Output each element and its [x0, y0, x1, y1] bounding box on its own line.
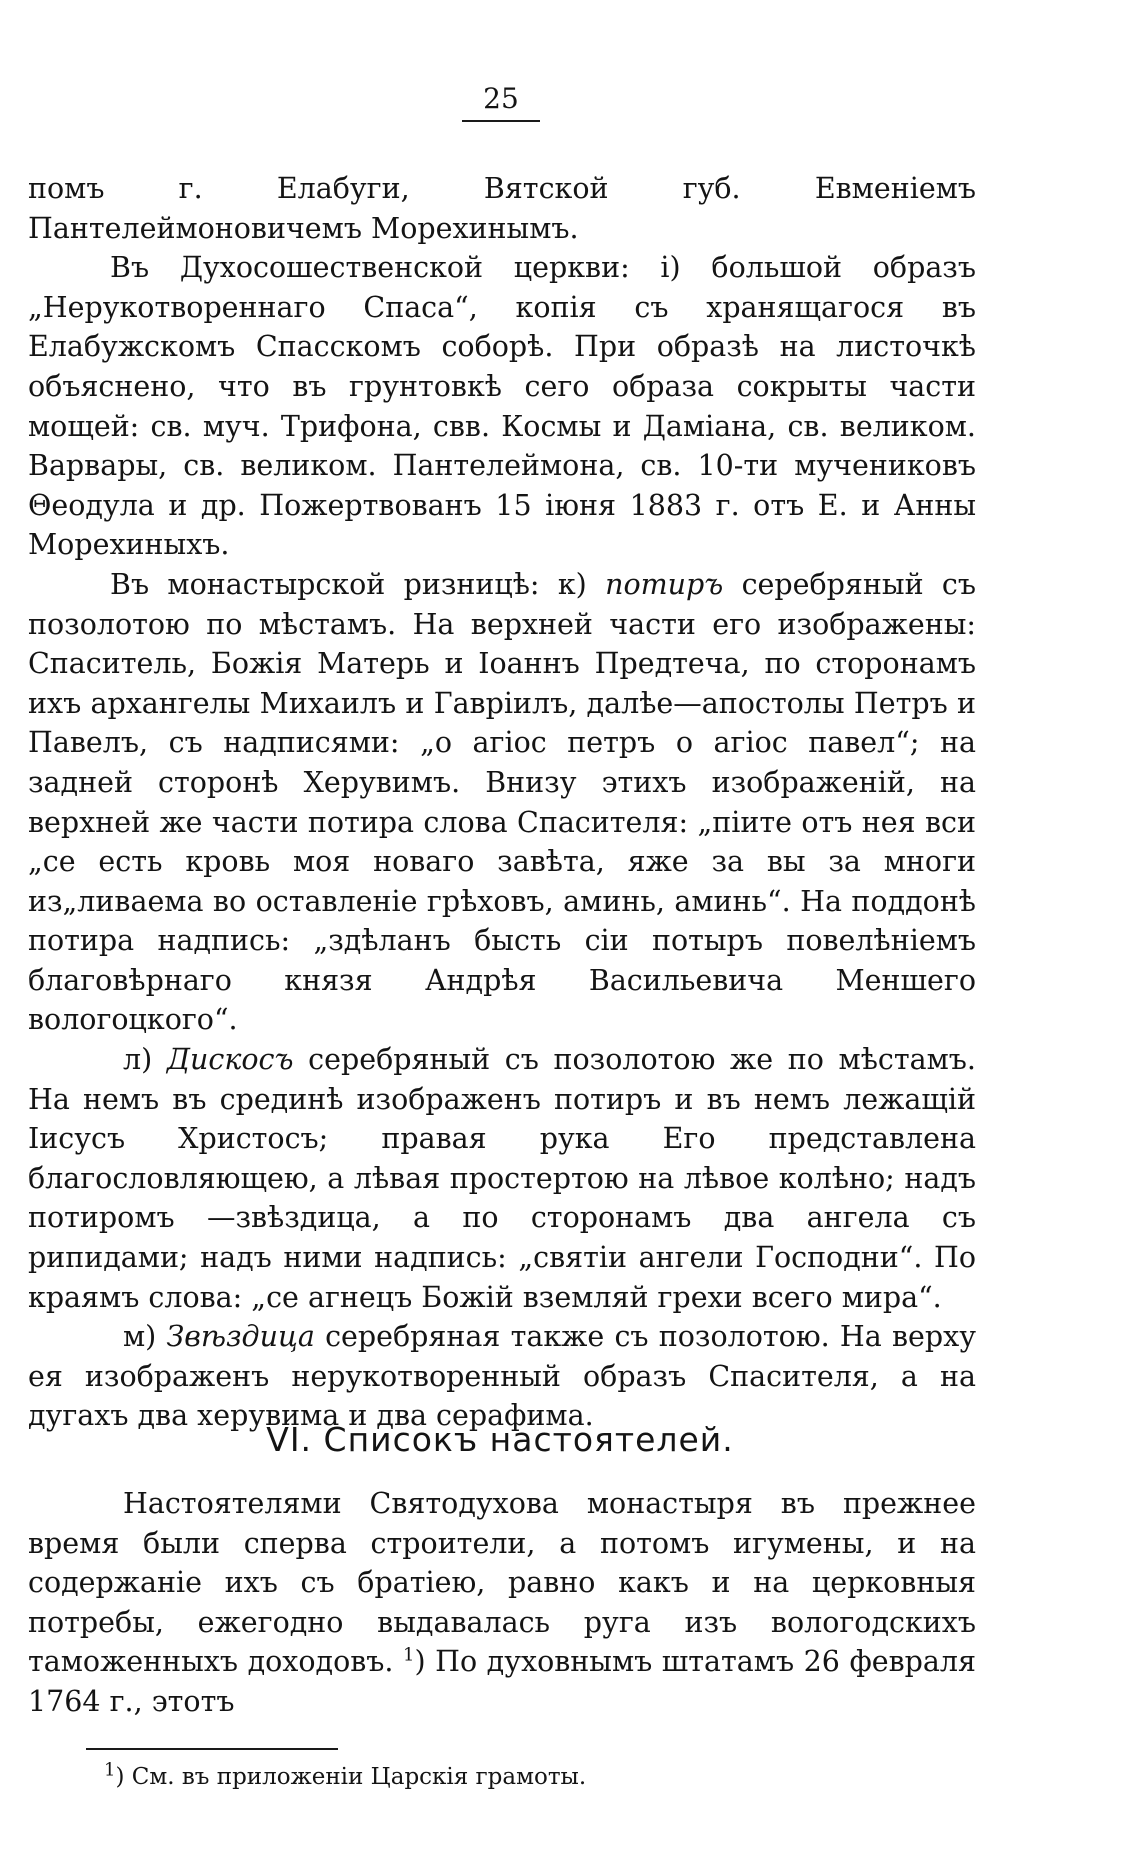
paragraph-text: м): [123, 1320, 167, 1354]
italic-term: Звѣздица: [166, 1320, 315, 1354]
paragraph-text: серебряная также съ позолотою. На верху ея изображенъ нерукотворенный образъ Спасителя, а на дугахъ два херувима и два серафима.: [28, 1320, 976, 1433]
page-number: 25: [483, 82, 519, 115]
section-heading: VI. Списокъ настоятелей.: [266, 1420, 734, 1459]
paragraph: [28, 1040, 976, 1317]
italic-term: потиръ: [605, 567, 724, 601]
footnote-marker: 1: [104, 1759, 116, 1781]
main-text-top: [28, 169, 976, 1436]
paragraph: [28, 1317, 976, 1436]
footnote: [104, 1759, 964, 1792]
footnote-reference: 1: [403, 1644, 415, 1666]
italic-term: Дискосъ: [166, 1043, 294, 1077]
page-number-rule: [462, 120, 540, 122]
paragraph-text: ) По духовнымъ штатамъ 26 февраля 1764 г., этотъ: [28, 1645, 976, 1718]
paragraph: [28, 565, 976, 1040]
paragraph: [28, 169, 976, 248]
paragraph-text: л): [123, 1043, 167, 1077]
main-text-bottom: [28, 1484, 976, 1722]
paragraph-text: Настоятелями Святодухова монастыря въ прежнее время были сперва строители, а потомъ игумены, и на содержаніе ихъ съ братіею, равно какъ и на церковныя потребы, ежегодно выдавалась руга изъ вологодскихъ таможенныхъ доходовъ.: [28, 1487, 976, 1679]
footnote-rule: [86, 1748, 338, 1750]
footnote-text: ) См. въ приложеніи Царскія грамоты.: [115, 1764, 587, 1790]
paragraph: [28, 1484, 976, 1722]
paragraph-text: Въ Духосошественской церкви: і) большой образъ „Нерукотвореннаго Спаса“, копія съ хранящагося въ Елабужскомъ Спасскомъ соборѣ. При образѣ на листочкѣ объяснено, что въ грунтовкѣ сего образа сокрыты части мощей: св. муч. Трифона, свв. Космы и Даміана, св. великом. Варвары, св. великом. Пантелеймона, св. 10-ти мучениковъ Θеодула и др. Пожертвованъ 15 іюня 1883 г. отъ Е. и Анны Морехиныхъ.: [28, 251, 976, 562]
paragraph-text: помъ г. Елабуги, Вятской губ. Евменіемъ Пантелеймоновичемъ Морехинымъ.: [28, 172, 976, 245]
paragraph-text: Въ монастырской ризницѣ: к): [110, 567, 606, 601]
paragraph-text: серебряный съ позолотою же по мѣстамъ. На немъ въ срединѣ изображенъ потиръ и въ немъ лежащій Іисусъ Христосъ; правая рука Его представлена благословляющею, а лѣвая простертою на лѣвое колѣно; надъ потиромъ —звѣздица, а по сторонамъ два ангела съ рипидами; надъ ними надпись: „святіи ангели Господни“. По краямъ слова: „се агнецъ Божій вземляй грехи всего мира“.: [28, 1043, 976, 1314]
paragraph-text: серебряный съ позолотою по мѣстамъ. На верхней части его изображены: Спаситель, Божія Матерь и Іоаннъ Предтеча, по сторонамъ ихъ архангелы Михаилъ и Гавріилъ, далѣе—апостолы Петръ и Павелъ, съ надписями: „о агіос петръ о агіос павел“; на задней сторонѣ Херувимъ. Внизу этихъ изображеній, на верхней же части потира слова Спасителя: „піите отъ нея вси „се есть кровь моя новаго завѣта, яже за вы за многи из„ливаема во оставленіе грѣховъ, аминь, аминь“. На поддонѣ потира надпись: „здѣланъ бысть сіи потыръ повелѣніемъ благовѣрнаго князя Андрѣя Васильевича Меншего вологоцкого“.: [28, 567, 976, 1037]
paragraph: [28, 248, 976, 565]
